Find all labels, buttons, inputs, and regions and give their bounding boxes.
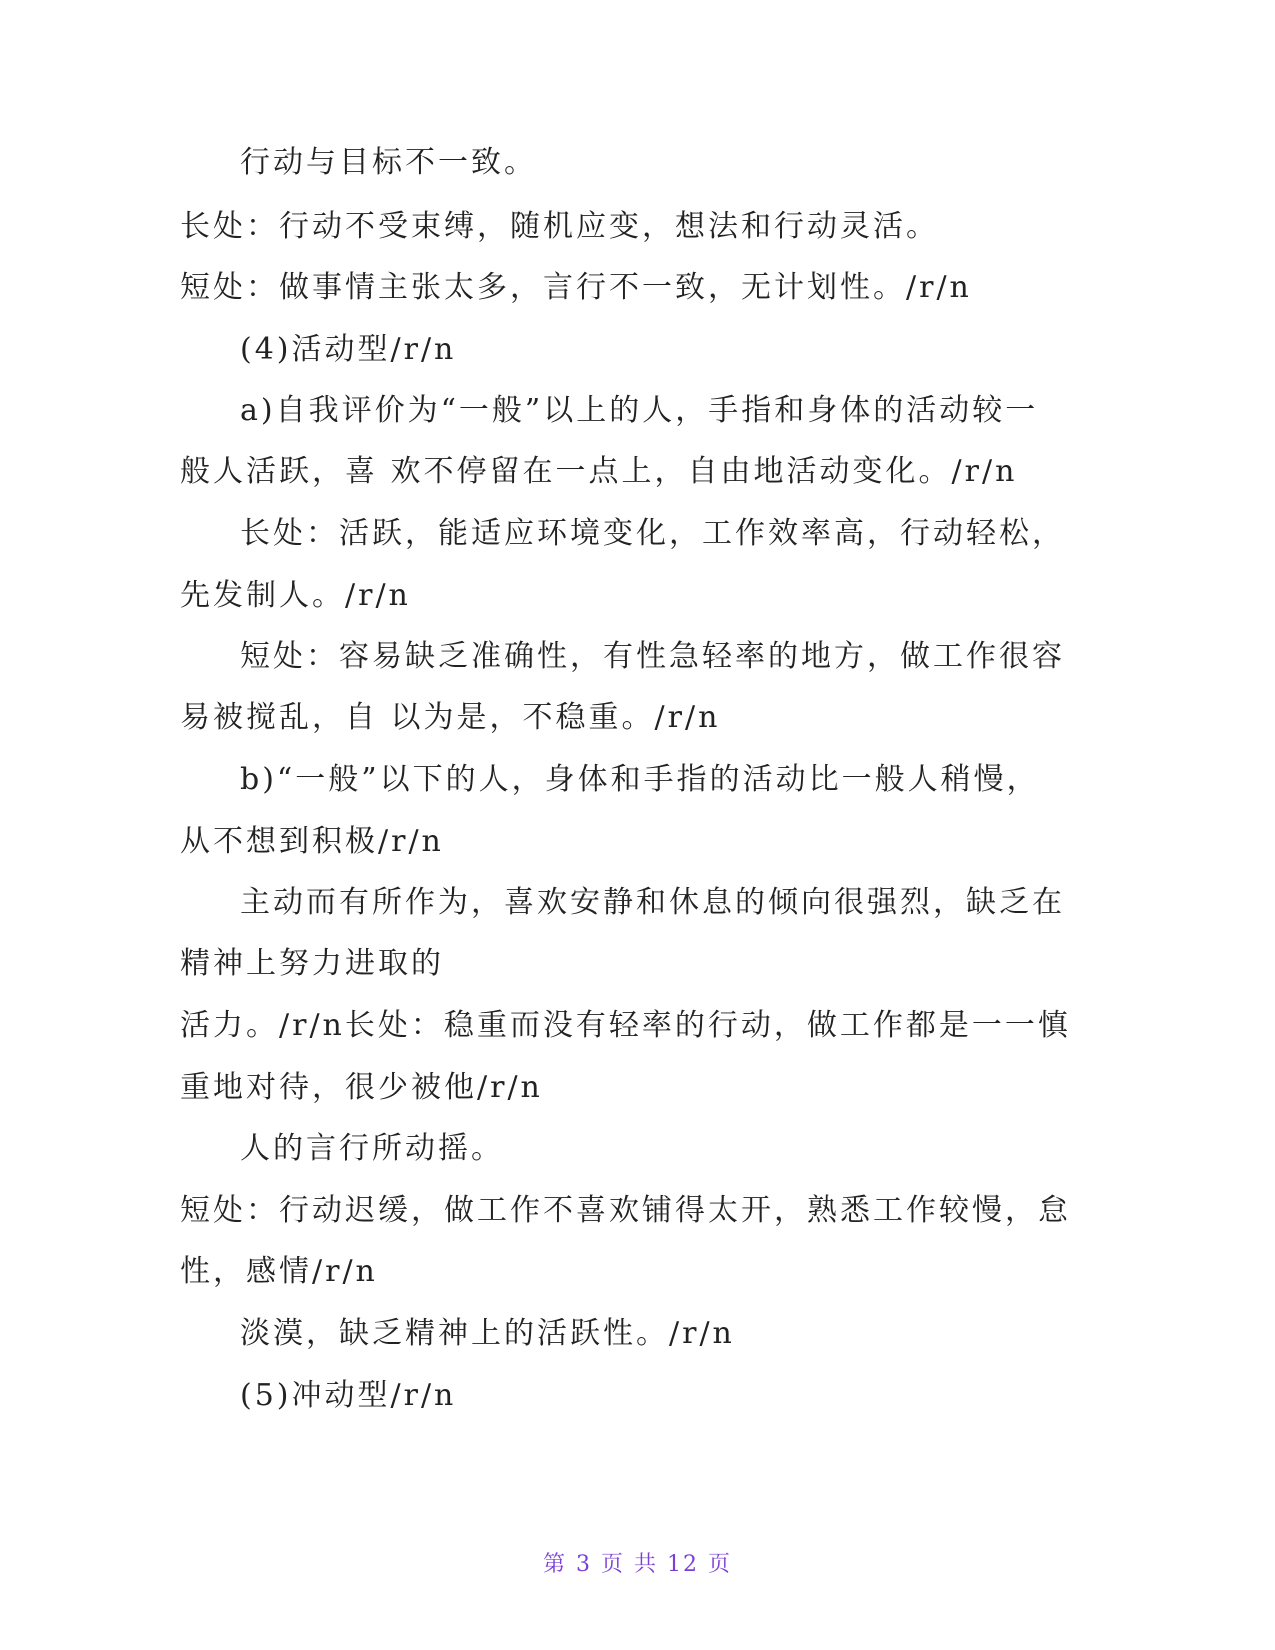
text-line: (5)冲动型/r/n xyxy=(240,1378,457,1413)
text-line: 性，感情/r/n xyxy=(180,1254,378,1289)
text-line: 短处：容易缺乏准确性，有性急轻率的地方，做工作很容 xyxy=(240,639,1065,674)
text-line: 短处：做事情主张太多，言行不一致，无计划性。/r/n xyxy=(180,270,972,305)
text-line: 长处：活跃，能适应环境变化，工作效率高，行动轻松， xyxy=(240,516,1065,551)
text-line: (4)活动型/r/n xyxy=(240,332,457,367)
text-line: 从不想到积极/r/n xyxy=(180,824,444,859)
text-line: 长处：行动不受束缚，随机应变，想法和行动灵活。 xyxy=(180,209,939,244)
text-line: 重地对待，很少被他/r/n xyxy=(180,1070,543,1105)
text-line: 人的言行所动摇。 xyxy=(240,1131,504,1166)
text-line: 般人活跃，喜 欢不停留在一点上，自由地活动变化。/r/n xyxy=(180,454,1018,489)
text-line: a)自我评价为“一般”以上的人，手指和身体的活动较一 xyxy=(240,393,1039,428)
text-line: 短处：行动迟缓，做工作不喜欢铺得太开，熟悉工作较慢，怠 xyxy=(180,1193,1071,1228)
text-line: 先发制人。/r/n xyxy=(180,578,411,613)
text-line: 主动而有所作为，喜欢安静和休息的倾向很强烈，缺乏在 xyxy=(240,885,1065,920)
text-line: 活力。/r/n长处：稳重而没有轻率的行动，做工作都是一一慎 xyxy=(180,1008,1071,1043)
text-line: 行动与目标不一致。 xyxy=(240,145,537,180)
text-line: b)“一般”以下的人，身体和手指的活动比一般人稍慢， xyxy=(240,762,1040,797)
page-number-footer: 第 3 页 共 12 页 xyxy=(543,1552,732,1577)
text-line: 精神上努力进取的 xyxy=(180,946,444,981)
text-line: 易被搅乱，自 以为是，不稳重。/r/n xyxy=(180,700,721,735)
text-line: 淡漠，缺乏精神上的活跃性。/r/n xyxy=(240,1316,735,1351)
